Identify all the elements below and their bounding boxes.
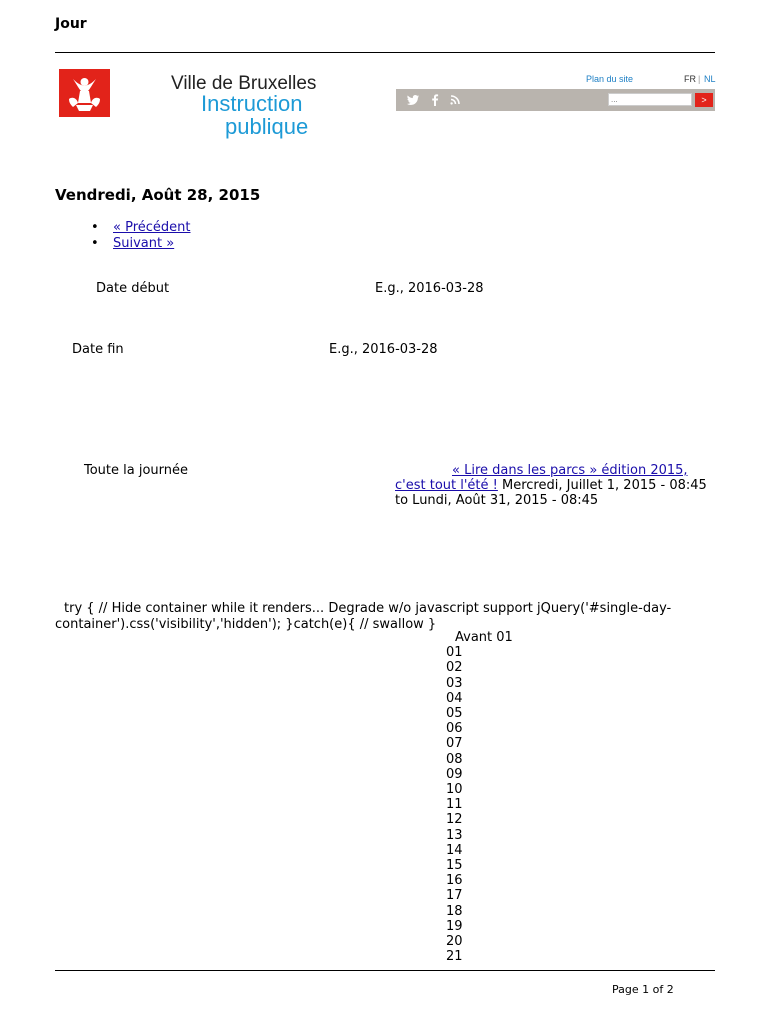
hour-label: 09 <box>446 766 463 782</box>
event-title-link[interactable]: « Lire dans les parcs » édition 2015, c'est tout l'été ! <box>395 463 688 493</box>
header-rule <box>55 52 715 53</box>
hour-label: 08 <box>446 751 463 767</box>
pager-item-next <box>91 236 191 252</box>
hour-label: 02 <box>446 660 463 676</box>
hour-label: 11 <box>446 797 463 813</box>
lang-nl-link[interactable]: NL <box>704 74 716 84</box>
brand-department-line2: publique <box>225 114 309 139</box>
all-day-label: Toute la journée <box>84 463 189 478</box>
hour-label: 15 <box>446 858 463 873</box>
hour-label: 18 <box>446 903 463 919</box>
search-input[interactable] <box>608 93 692 106</box>
date-start-label: Date début <box>96 281 170 296</box>
hour-label: 05 <box>446 706 463 721</box>
hour-label: 21 <box>446 949 463 965</box>
lang-separator: | <box>698 74 701 84</box>
hour-label: 10 <box>446 782 463 797</box>
city-logo[interactable] <box>59 69 110 117</box>
facebook-icon[interactable] <box>428 93 442 107</box>
pager-list <box>91 220 191 252</box>
day-title: Vendredi, Août 28, 2015 <box>55 186 261 204</box>
hour-label: 20 <box>446 934 463 949</box>
date-end-label: Date fin <box>72 342 124 357</box>
sitemap-link[interactable]: Plan du site <box>586 74 634 84</box>
brand-city-name: Ville de Bruxelles <box>171 73 317 94</box>
hour-label: 03 <box>446 675 463 691</box>
saint-michel-emblem-icon <box>59 69 110 117</box>
hour-label-before: Avant 01 <box>455 630 513 645</box>
hour-label: 12 <box>446 812 463 828</box>
brand-department-line1: Instruction <box>201 91 303 116</box>
hour-label: 14 <box>446 842 463 858</box>
hour-label: 13 <box>446 827 463 843</box>
list-bullet: • <box>91 220 99 235</box>
date-start-hint: E.g., 2016-03-28 <box>375 281 484 296</box>
hour-label: 17 <box>446 888 463 904</box>
footer-rule <box>55 970 715 971</box>
next-link[interactable]: Suivant » <box>113 236 175 251</box>
hour-label: 04 <box>446 690 463 706</box>
hour-label: 06 <box>446 721 463 737</box>
event-dates: Mercredi, Juillet 1, 2015 - 08:45 to Lundi, Août 31, 2015 - 08:45 <box>395 478 707 508</box>
twitter-icon[interactable] <box>406 93 420 107</box>
event-entry <box>395 463 715 508</box>
search-button[interactable]: > <box>695 93 713 107</box>
page-heading: Jour <box>55 16 87 32</box>
hour-label: 07 <box>446 736 463 752</box>
pager-item-previous <box>91 220 191 236</box>
inline-script-text: try { // Hide container while it renders... Degrade w/o javascript support jQuery('#single-day-container').css('visibility','hidden'); }catch(e){ // swallow } <box>55 601 672 632</box>
date-end-hint: E.g., 2016-03-28 <box>329 342 438 357</box>
hour-label: 16 <box>446 873 463 889</box>
previous-link[interactable]: « Précédent <box>113 220 191 235</box>
hour-label: 19 <box>446 918 463 934</box>
hour-label: 01 <box>446 645 463 661</box>
rss-icon[interactable] <box>448 93 462 107</box>
list-bullet: • <box>91 236 99 251</box>
page-number: Page 1 of 2 <box>612 983 674 996</box>
lang-fr-link[interactable]: FR <box>684 74 696 84</box>
